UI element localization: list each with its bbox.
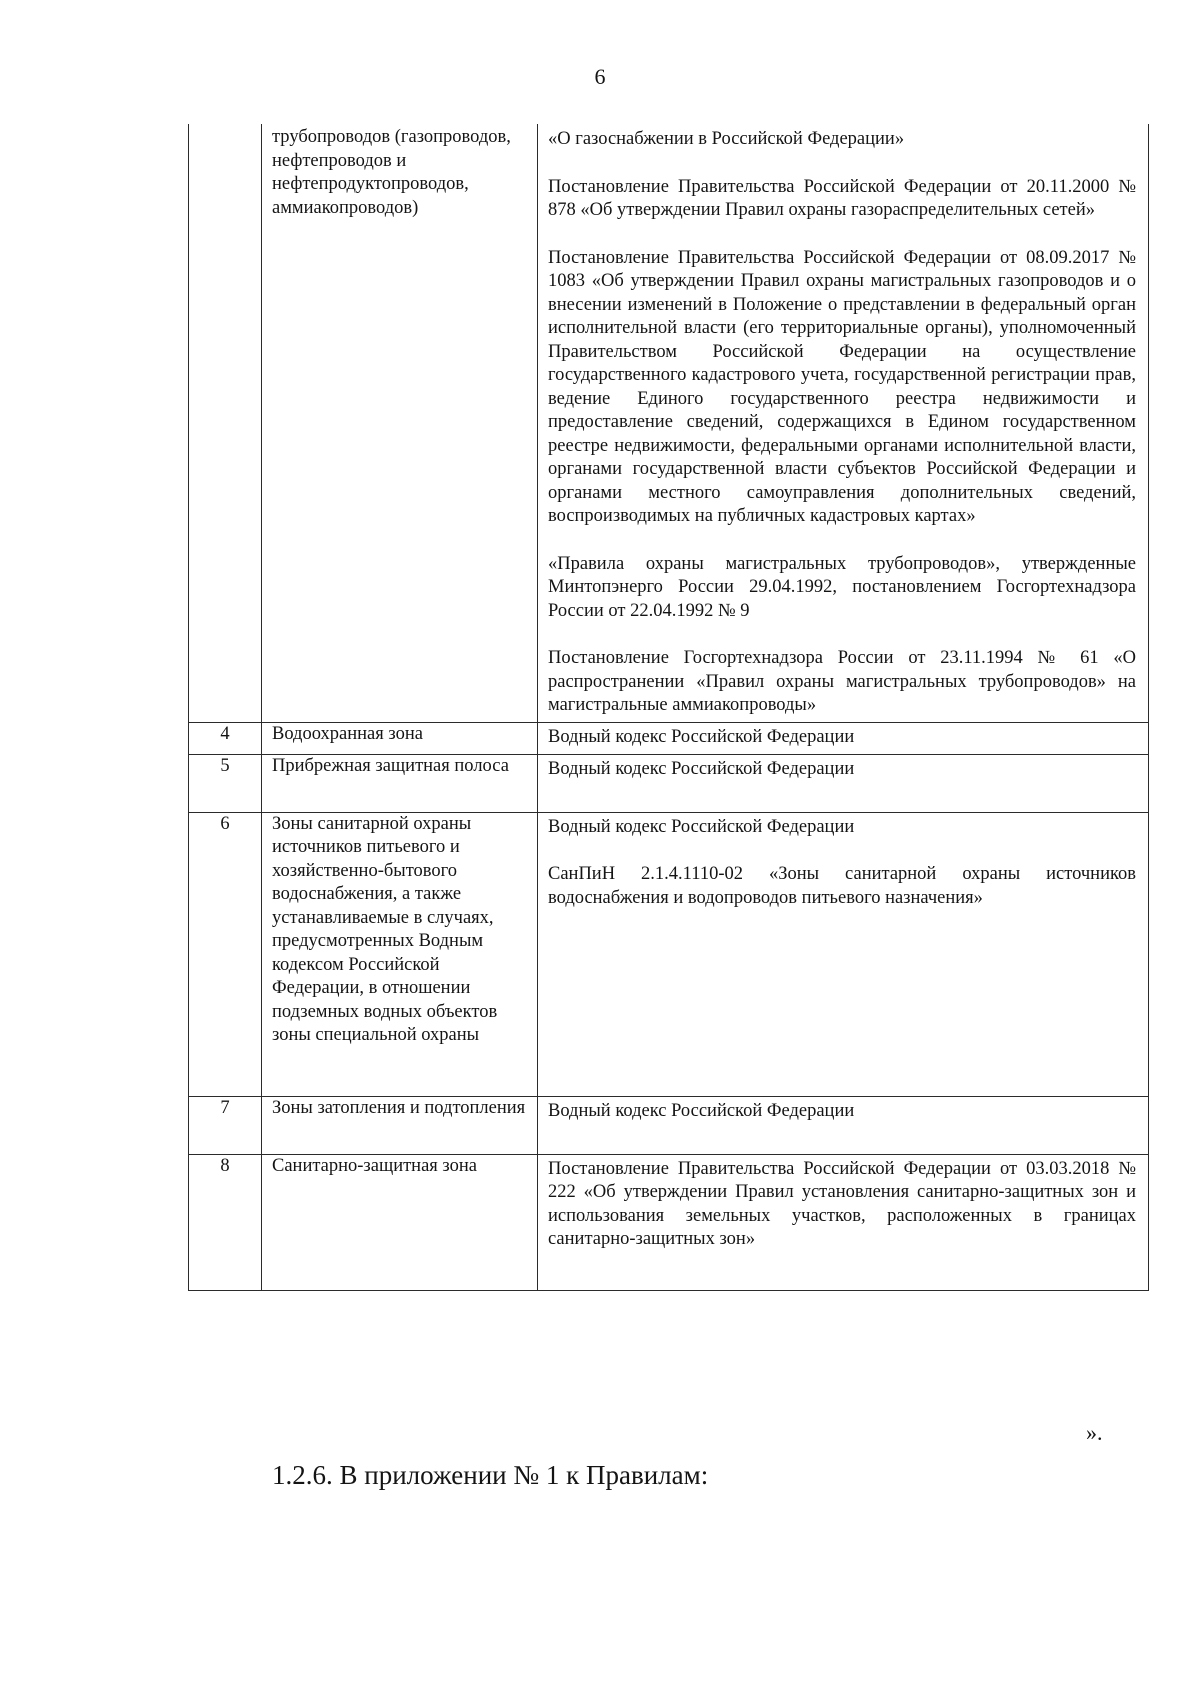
zone-name: Водоохранная зона xyxy=(262,722,538,754)
legal-basis-item: Водный кодекс Российской Федерации xyxy=(548,758,855,779)
table-row xyxy=(189,1096,1149,1154)
row-number: 4 xyxy=(189,722,262,754)
zone-name: Зоны затопления и подтопления xyxy=(262,1096,538,1154)
closing-quote: ». xyxy=(1086,1420,1103,1445)
zone-name: Прибрежная защитная полоса xyxy=(262,754,538,812)
zone-name-cell xyxy=(262,124,538,722)
table-row xyxy=(189,812,1149,1096)
legal-basis-item: Постановление Правительства Российской Федерации от 03.03.2018 № 222 «Об утверждении Правил установления санитарно-защитных зон и использования земельных участков, расположенных в границах санитарно-защитных зон» xyxy=(548,1158,1136,1249)
table-row-continuation xyxy=(189,124,1149,722)
legal-basis-item: Постановление Правительства Российской Федерации от 08.09.2017 № 1083 «Об утверждении Правил охраны магистральных газопроводов и о внесении изменений в Положение о представлении в федеральный орган исполнительной власти (его территориальные органы), уполномоченный Правительством Российской Федерации на осуществление государственного кадастрового учета, государственной регистрации прав, ведение Единого государственного реестра недвижимости и предоставление сведений, содержащихся в Едином государственном реестре недвижимости, федеральными органами исполнительной власти, органами государственной власти субъектов Российской Федерации и органами местного самоуправления дополнительных сведений, воспроизводимых на публичных кадастровых картах» xyxy=(548,247,1136,526)
legal-basis-cell xyxy=(538,722,1149,754)
legal-basis-item: Водный кодекс Российской Федерации xyxy=(548,1100,855,1121)
table-row xyxy=(189,1154,1149,1290)
row-number: 8 xyxy=(189,1154,262,1290)
row-number-cell xyxy=(189,124,262,722)
legal-basis-item: «О газоснабжении в Российской Федерации» xyxy=(548,129,905,149)
page-number: 6 xyxy=(594,64,606,89)
legal-basis-item: Постановление Правительства Российской Федерации от 20.11.2000 № 878 «Об утверждении Правил охраны газораспределительных сетей» xyxy=(548,176,1136,220)
legal-basis-cell xyxy=(538,124,1149,722)
legal-basis-item: Водный кодекс Российской Федерации xyxy=(548,726,855,747)
section-heading: 1.2.6. В приложении № 1 к Правилам: xyxy=(272,1460,709,1490)
table-row xyxy=(189,722,1149,754)
legal-basis-cell xyxy=(538,754,1149,812)
zones-table xyxy=(188,124,1149,1291)
zone-name: Санитарно-защитная зона xyxy=(262,1154,538,1290)
legal-basis-cell xyxy=(538,1096,1149,1154)
legal-basis-item: «Правила охраны магистральных трубопроводов», утвержденные Минтопэнерго России 29.04.1992, постановлением Госгортехнадзора России от 22.04.1992 № 9 xyxy=(548,553,1136,621)
zone-name: трубопроводов (газопроводов, нефтепроводов и нефтепродуктопроводов, аммиакопроводов) xyxy=(272,127,511,218)
legal-basis-item: Постановление Госгортехнадзора России от 23.11.1994 № 61 «О распространении «Правил охраны магистральных трубопроводов» на магистральные аммиакопроводы» xyxy=(548,648,1136,715)
row-number: 5 xyxy=(189,754,262,812)
legal-basis-item: СанПиН 2.1.4.1110-02 «Зоны санитарной охраны источников водоснабжения и водопроводов питьевого назначения» xyxy=(548,864,1136,908)
legal-basis-item: Водный кодекс Российской Федерации xyxy=(548,816,855,837)
row-number: 7 xyxy=(189,1096,262,1154)
legal-basis-cell xyxy=(538,1154,1149,1290)
zone-name: Зоны санитарной охраны источников питьевого и хозяйственно-бытового водоснабжения, а также устанавливаемые в случаях, предусмотренных Водным кодексом Российской Федерации, в отношении подземных водных объектов зоны специальной охраны xyxy=(262,812,538,1096)
row-number: 6 xyxy=(189,812,262,1096)
legal-basis-cell xyxy=(538,812,1149,1096)
table-row xyxy=(189,754,1149,812)
